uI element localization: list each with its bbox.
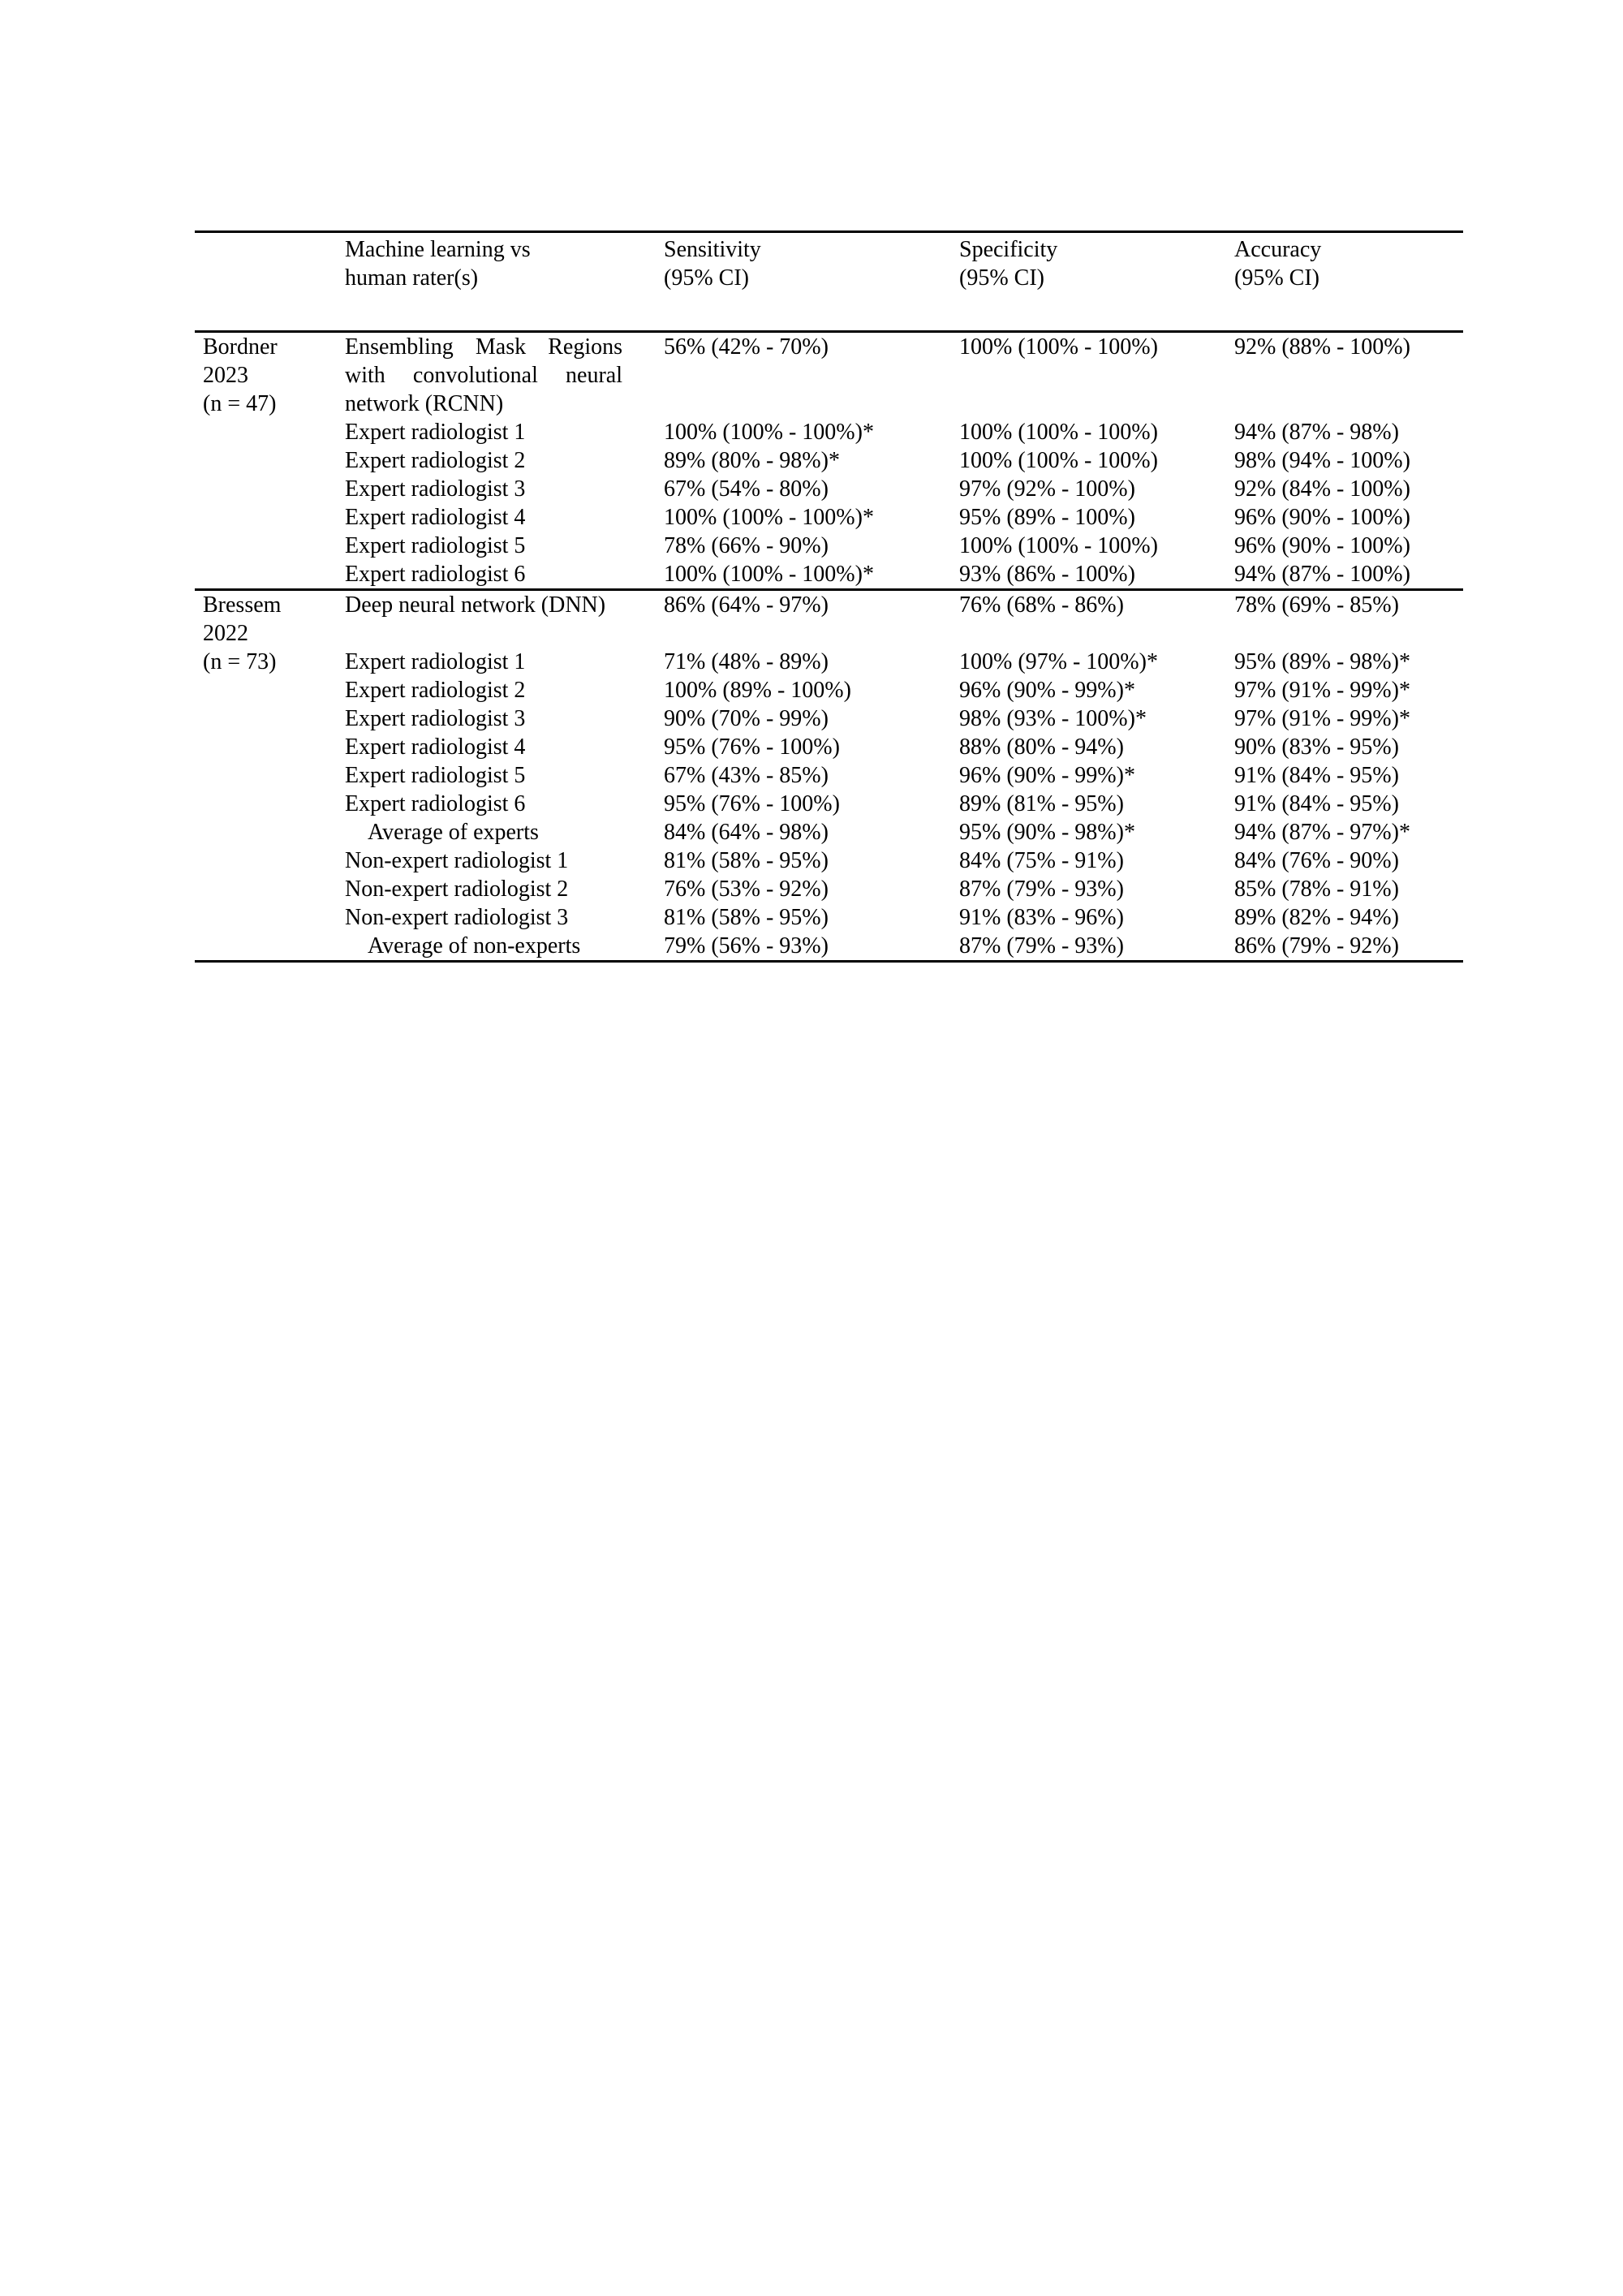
- specificity-cell: 87% (79% - 93%): [959, 933, 1124, 958]
- specificity-cell: 88% (80% - 94%): [959, 734, 1124, 760]
- rater-cell: Expert radiologist 6: [345, 791, 526, 816]
- table-row: [338, 591, 1463, 619]
- specificity-cell: 76% (68% - 86%): [959, 592, 1124, 618]
- accuracy-cell: 94% (87% - 97%)*: [1234, 820, 1410, 845]
- study-line: 2023: [203, 363, 248, 388]
- study-rows: [338, 333, 1463, 588]
- rater-cell: Expert radiologist 3: [345, 476, 526, 502]
- specificity-cell: 95% (90% - 98%)*: [959, 820, 1135, 845]
- rater-cell: Expert radiologist 3: [345, 706, 526, 731]
- accuracy-cell: 92% (88% - 100%): [1234, 334, 1410, 360]
- header-specificity-line1: Specificity: [959, 237, 1058, 262]
- rater-cell: Non-expert radiologist 1: [345, 848, 569, 873]
- table-row: [338, 475, 1463, 503]
- sensitivity-cell: 79% (56% - 93%): [664, 933, 829, 958]
- specificity-cell: 100% (100% - 100%): [959, 420, 1158, 445]
- accuracy-cell: 95% (89% - 98%)*: [1234, 649, 1410, 674]
- accuracy-cell: 96% (90% - 100%): [1234, 533, 1410, 558]
- table-row: [338, 790, 1463, 818]
- specificity-cell: 87% (79% - 93%): [959, 877, 1124, 902]
- rater-cell: Expert radiologist 4: [345, 734, 526, 760]
- rater-cell: Average of experts: [368, 820, 539, 845]
- rater-cell: Deep neural network (DNN): [345, 592, 606, 618]
- table-row: [338, 846, 1463, 875]
- accuracy-cell: 86% (79% - 92%): [1234, 933, 1399, 958]
- study-rows: [338, 591, 1463, 960]
- specificity-cell: 100% (97% - 100%)*: [959, 649, 1158, 674]
- accuracy-cell: 98% (94% - 100%): [1234, 448, 1410, 473]
- sensitivity-cell: 67% (54% - 80%): [664, 476, 829, 502]
- sensitivity-cell: 67% (43% - 85%): [664, 763, 829, 788]
- rater-cell: Expert radiologist 1: [345, 420, 526, 445]
- table-row: [338, 532, 1463, 560]
- study-label: [195, 333, 338, 588]
- specificity-cell: 100% (100% - 100%): [959, 334, 1158, 360]
- rater-cell: Expert radiologist 2: [345, 678, 526, 703]
- sensitivity-cell: 90% (70% - 99%): [664, 706, 829, 731]
- rater-cell: Expert radiologist 5: [345, 533, 526, 558]
- sensitivity-cell: 100% (89% - 100%): [664, 678, 851, 703]
- specificity-cell: 95% (89% - 100%): [959, 505, 1135, 530]
- header-rater-line2: human rater(s): [345, 265, 479, 291]
- header-cell-study: [195, 235, 338, 292]
- accuracy-cell: 96% (90% - 100%): [1234, 505, 1410, 530]
- specificity-cell: 98% (93% - 100%)*: [959, 706, 1147, 731]
- accuracy-cell: [1222, 619, 1463, 648]
- study-line: Bressem: [203, 592, 282, 618]
- table-row: [338, 648, 1463, 676]
- accuracy-cell: 94% (87% - 98%): [1234, 420, 1399, 445]
- sensitivity-cell: 89% (80% - 98%)*: [664, 448, 840, 473]
- specificity-cell: 93% (86% - 100%): [959, 562, 1135, 587]
- header-sensitivity-line1: Sensitivity: [664, 237, 761, 262]
- accuracy-cell: 91% (84% - 95%): [1234, 791, 1399, 816]
- sensitivity-cell: 100% (100% - 100%)*: [664, 505, 874, 530]
- table-row: [338, 875, 1463, 903]
- table-row: [338, 761, 1463, 790]
- study-block: [195, 333, 1463, 591]
- header-accuracy-line2: (95% CI): [1234, 265, 1319, 291]
- sensitivity-cell: 95% (76% - 100%): [664, 791, 840, 816]
- sensitivity-cell: 95% (76% - 100%): [664, 734, 840, 760]
- study-block: [195, 591, 1463, 963]
- table-body: [195, 333, 1463, 963]
- sensitivity-cell: 71% (48% - 89%): [664, 649, 829, 674]
- rater-cell: Expert radiologist 5: [345, 763, 526, 788]
- sensitivity-cell: 86% (64% - 97%): [664, 592, 829, 618]
- specificity-cell: 91% (83% - 96%): [959, 905, 1124, 930]
- sensitivity-cell: 81% (58% - 95%): [664, 905, 829, 930]
- table-row: [338, 932, 1463, 960]
- study-label: [195, 591, 338, 960]
- specificity-cell: 96% (90% - 99%)*: [959, 678, 1135, 703]
- accuracy-cell: 97% (91% - 99%)*: [1234, 678, 1410, 703]
- specificity-cell: 97% (92% - 100%): [959, 476, 1135, 502]
- rater-cell: Expert radiologist 1: [345, 649, 526, 674]
- header-cell-accuracy: [1222, 235, 1463, 292]
- table-row: [338, 503, 1463, 532]
- table-header-row: [195, 233, 1463, 333]
- header-rater-line1: Machine learning vs: [345, 237, 531, 262]
- study-line: Bordner: [203, 334, 278, 360]
- table-row: [338, 903, 1463, 932]
- results-table: [195, 230, 1463, 963]
- table-row: [338, 818, 1463, 846]
- sensitivity-cell: 81% (58% - 95%): [664, 848, 829, 873]
- header-sensitivity-line2: (95% CI): [664, 265, 749, 291]
- table-row: [338, 704, 1463, 733]
- accuracy-cell: 89% (82% - 94%): [1234, 905, 1399, 930]
- accuracy-cell: 91% (84% - 95%): [1234, 763, 1399, 788]
- rater-cell: Non-expert radiologist 3: [345, 905, 569, 930]
- study-line: (n = 47): [203, 391, 277, 416]
- specificity-cell: [947, 619, 1222, 648]
- sensitivity-cell: 56% (42% - 70%): [664, 334, 829, 360]
- sensitivity-cell: 78% (66% - 90%): [664, 533, 829, 558]
- header-accuracy-line1: Accuracy: [1234, 237, 1322, 262]
- accuracy-cell: 97% (91% - 99%)*: [1234, 706, 1410, 731]
- accuracy-cell: 85% (78% - 91%): [1234, 877, 1399, 902]
- table-row: [338, 560, 1463, 588]
- specificity-cell: 96% (90% - 99%)*: [959, 763, 1135, 788]
- spacer-row: [338, 619, 1463, 648]
- specificity-cell: 100% (100% - 100%): [959, 448, 1158, 473]
- table-row: [338, 733, 1463, 761]
- accuracy-cell: 94% (87% - 100%): [1234, 562, 1410, 587]
- header-specificity-line2: (95% CI): [959, 265, 1044, 291]
- header-cell-rater: [338, 235, 652, 292]
- accuracy-cell: 78% (69% - 85%): [1234, 592, 1399, 618]
- sensitivity-cell: [652, 619, 947, 648]
- sensitivity-cell: 76% (53% - 92%): [664, 877, 829, 902]
- rater-cell: Expert radiologist 4: [345, 505, 526, 530]
- header-cell-sensitivity: [652, 235, 947, 292]
- sensitivity-cell: 100% (100% - 100%)*: [664, 420, 874, 445]
- rater-cell: [338, 619, 652, 648]
- header-cell-specificity: [947, 235, 1222, 292]
- study-line: (n = 73): [203, 649, 277, 674]
- sensitivity-cell: 84% (64% - 98%): [664, 820, 829, 845]
- accuracy-cell: 92% (84% - 100%): [1234, 476, 1410, 502]
- table-row: [338, 418, 1463, 446]
- study-line: 2022: [203, 621, 248, 646]
- rater-cell: Expert radiologist 2: [345, 448, 526, 473]
- specificity-cell: 89% (81% - 95%): [959, 791, 1124, 816]
- table-row: [338, 676, 1463, 704]
- rater-cell: Non-expert radiologist 2: [345, 877, 569, 902]
- accuracy-cell: 90% (83% - 95%): [1234, 734, 1399, 760]
- specificity-cell: 100% (100% - 100%): [959, 533, 1158, 558]
- table-row: [338, 446, 1463, 475]
- specificity-cell: 84% (75% - 91%): [959, 848, 1124, 873]
- rater-cell: Average of non-experts: [368, 933, 581, 958]
- sensitivity-cell: 100% (100% - 100%)*: [664, 562, 874, 587]
- rater-cell: Expert radiologist 6: [345, 562, 526, 587]
- rater-cell: Ensembling Mask Regions with convolutional neural network (RCNN): [345, 334, 622, 416]
- accuracy-cell: 84% (76% - 90%): [1234, 848, 1399, 873]
- table-row: [338, 333, 1463, 418]
